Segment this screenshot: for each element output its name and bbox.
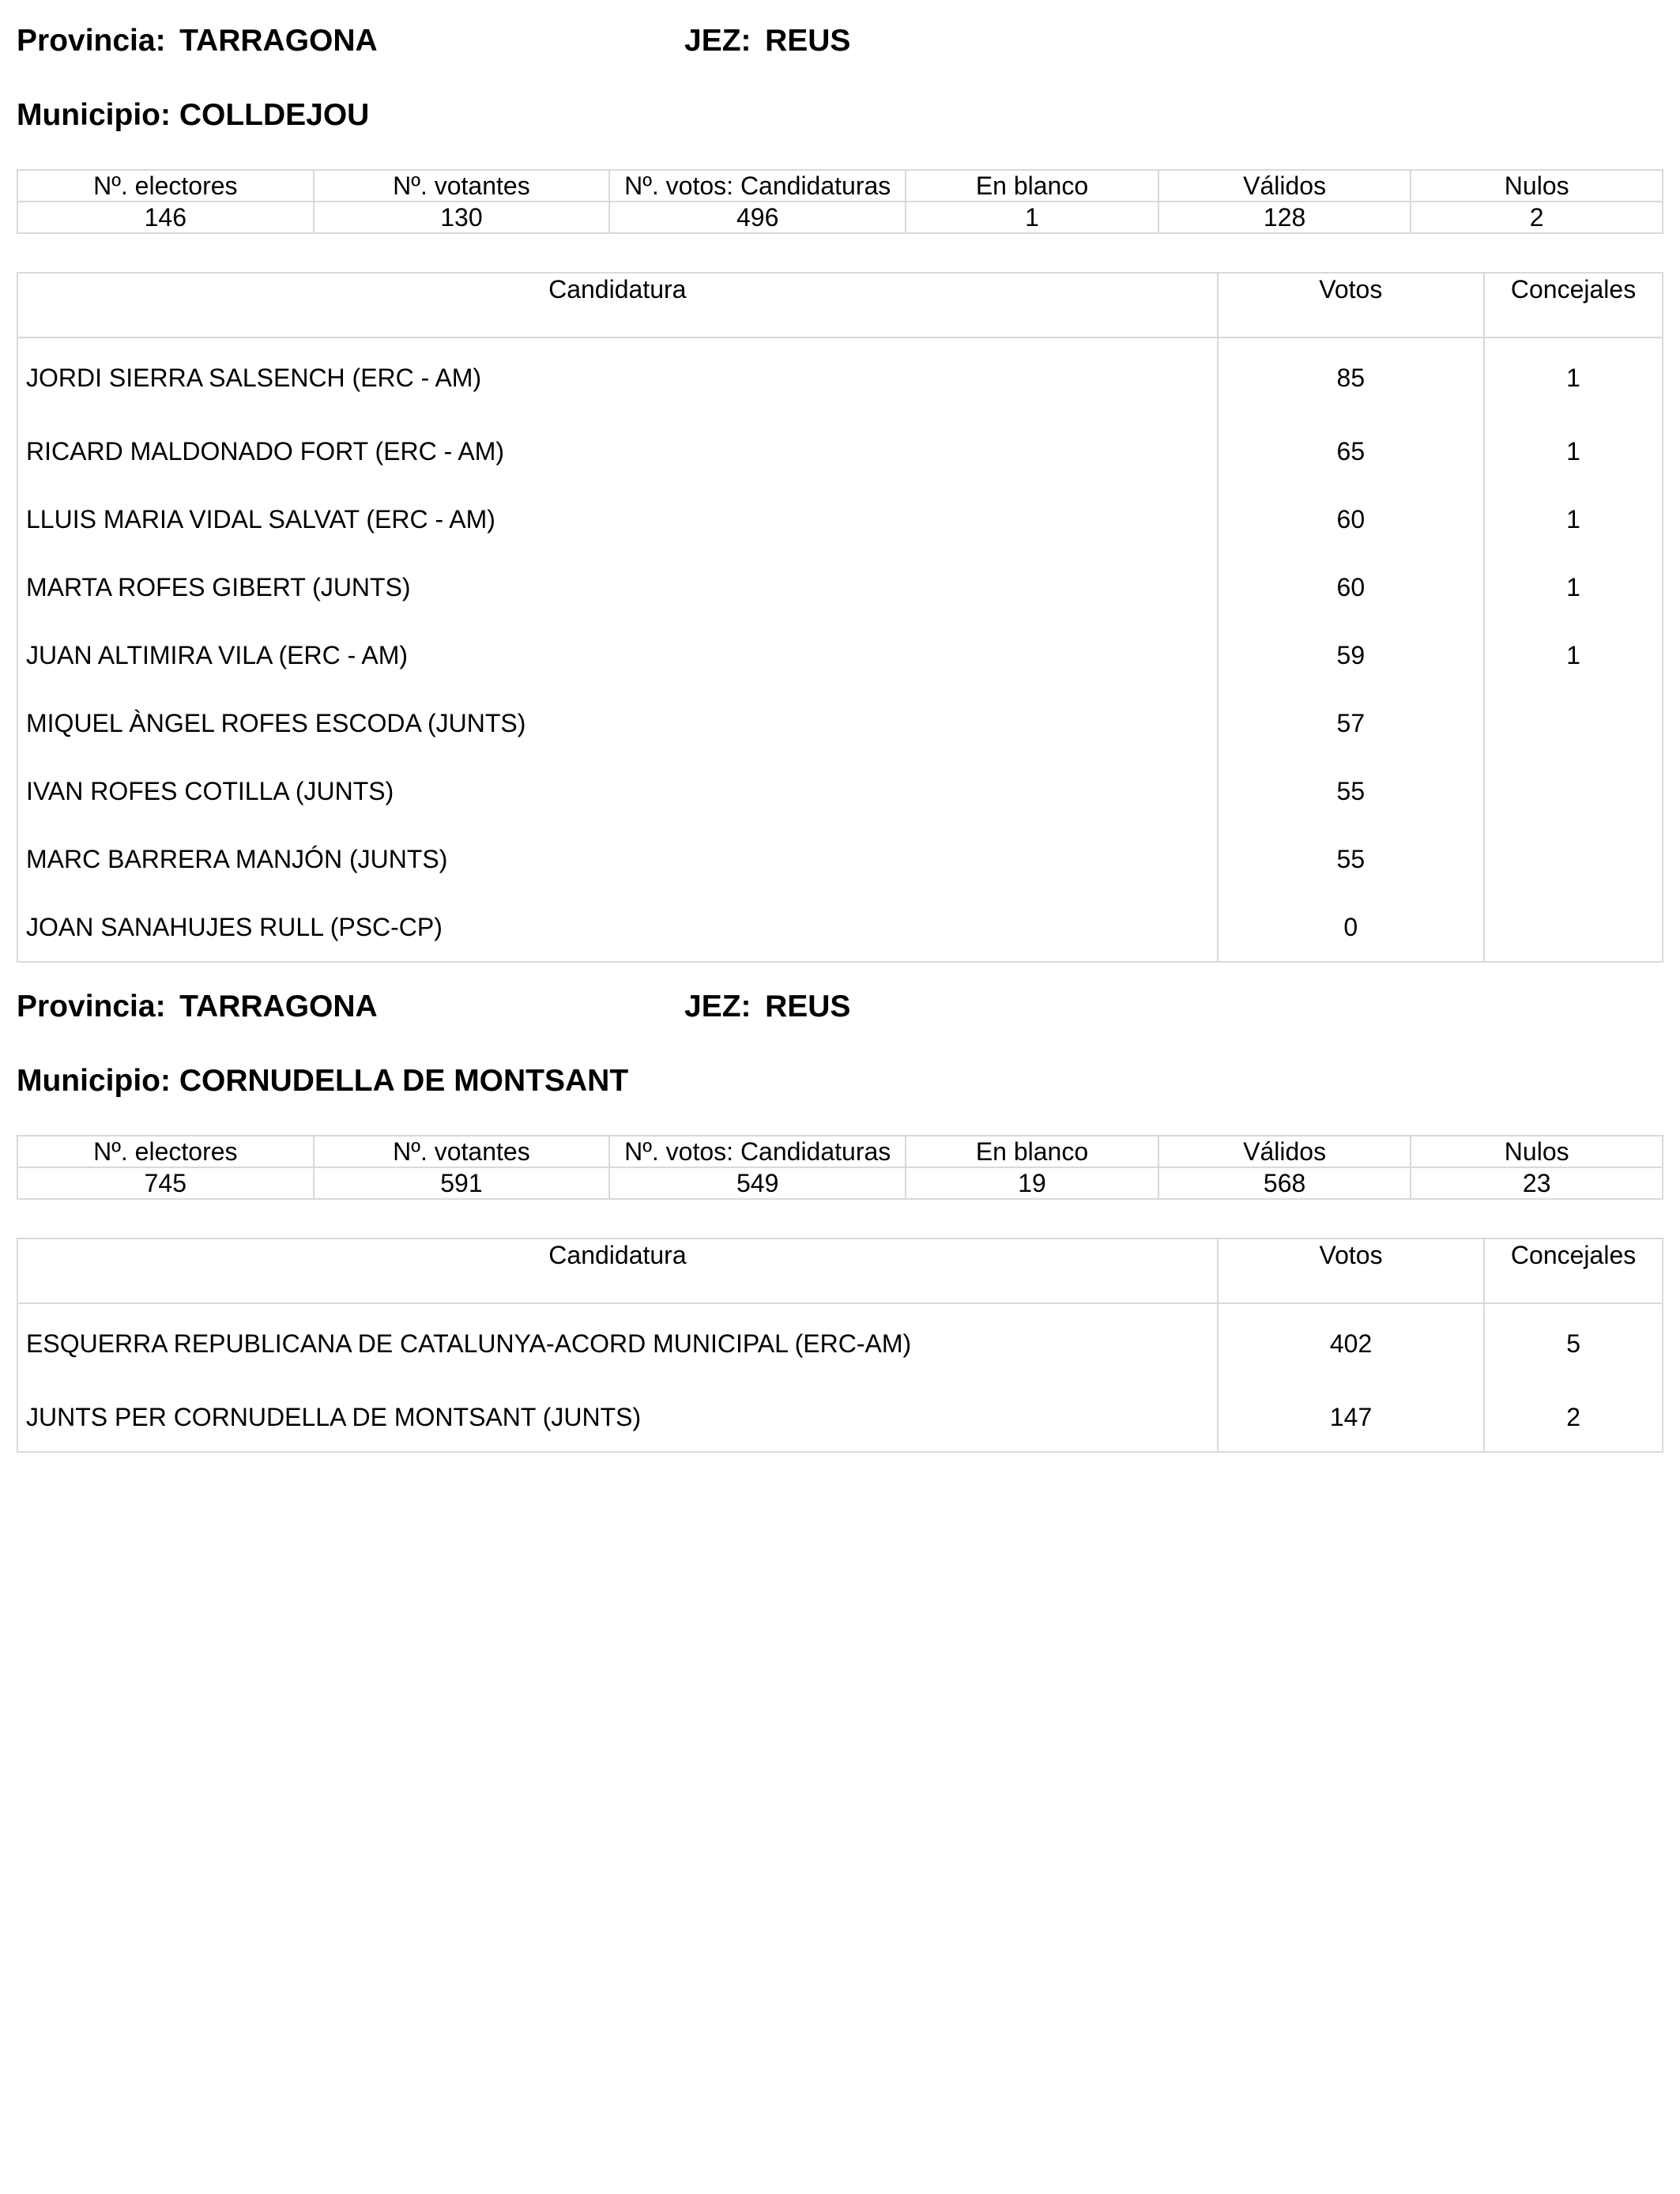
candidate-concejales: 1	[1484, 485, 1663, 553]
candidates-header-row	[17, 273, 1663, 337]
stats-header-cell: En blanco	[906, 170, 1158, 202]
stats-value-cell: 19	[906, 1167, 1158, 1199]
municipio-header	[17, 1062, 628, 1100]
provincia-header	[17, 988, 851, 1026]
candidate-votos: 65	[1218, 417, 1485, 485]
candidate-concejales: 5	[1484, 1303, 1663, 1383]
candidate-concejales	[1484, 893, 1663, 962]
candidate-name: MIQUEL ÀNGEL ROFES ESCODA (JUNTS)	[17, 689, 1218, 757]
candidate-row	[17, 825, 1663, 893]
candidate-votos: 57	[1218, 689, 1485, 757]
provincia-value: TARRAGONA	[179, 24, 378, 58]
stats-value-cell: 591	[314, 1167, 610, 1199]
candidate-concejales: 1	[1484, 417, 1663, 485]
candidate-votos: 55	[1218, 825, 1485, 893]
provincia-label: Provincia:	[17, 990, 166, 1023]
concejales-header: Concejales	[1484, 1238, 1663, 1303]
stats-value-cell: 2	[1411, 202, 1663, 233]
candidatura-header: Candidatura	[17, 273, 1218, 337]
jez-label: JEZ:	[684, 990, 751, 1023]
stats-header-cell: Nº. votantes	[314, 1136, 610, 1167]
candidate-name: JORDI SIERRA SALSENCH (ERC - AM)	[17, 337, 1218, 417]
candidate-votos: 60	[1218, 553, 1485, 621]
candidate-name: ESQUERRA REPUBLICANA DE CATALUNYA-ACORD MUNICIPAL (ERC-AM)	[17, 1303, 1218, 1383]
municipio-value: COLLDEJOU	[179, 98, 370, 132]
stats-value-cell: 146	[17, 202, 314, 233]
candidate-row	[17, 1303, 1663, 1383]
stats-header-cell: Nº. electores	[17, 170, 314, 202]
candidate-name: JUNTS PER CORNUDELLA DE MONTSANT (JUNTS)	[17, 1383, 1218, 1452]
stats-value-cell: 128	[1158, 202, 1411, 233]
candidate-concejales: 1	[1484, 621, 1663, 689]
candidate-concejales	[1484, 689, 1663, 757]
stats-value-cell: 745	[17, 1167, 314, 1199]
candidate-name: JUAN ALTIMIRA VILA (ERC - AM)	[17, 621, 1218, 689]
provincia-header	[17, 22, 851, 60]
candidate-name: LLUIS MARIA VIDAL SALVAT (ERC - AM)	[17, 485, 1218, 553]
candidate-votos: 402	[1218, 1303, 1484, 1383]
stats-value-cell: 496	[609, 202, 906, 233]
municipio-label: Municipio:	[17, 98, 171, 132]
votos-header: Votos	[1218, 1238, 1484, 1303]
candidate-name: MARTA ROFES GIBERT (JUNTS)	[17, 553, 1218, 621]
candidatura-header: Candidatura	[17, 1238, 1218, 1303]
jez-value: REUS	[765, 990, 851, 1023]
stats-value-cell: 1	[906, 202, 1158, 233]
municipio-label: Municipio:	[17, 1064, 171, 1098]
stats-table	[17, 169, 1663, 234]
jez-header	[684, 22, 850, 60]
candidates-header-row	[17, 1238, 1663, 1303]
candidate-votos: 60	[1218, 485, 1485, 553]
stats-header-row	[17, 170, 1663, 202]
candidate-votos: 85	[1218, 337, 1485, 417]
jez-value: REUS	[765, 24, 851, 58]
municipio-header	[17, 96, 369, 134]
stats-value-cell: 549	[609, 1167, 906, 1199]
jez-label: JEZ:	[684, 24, 751, 58]
candidate-concejales: 1	[1484, 553, 1663, 621]
candidate-row	[17, 757, 1663, 825]
candidate-row	[17, 893, 1663, 962]
provincia-label: Provincia:	[17, 24, 166, 58]
stats-header-row	[17, 1136, 1663, 1167]
candidate-row	[17, 621, 1663, 689]
candidate-name: RICARD MALDONADO FORT (ERC - AM)	[17, 417, 1218, 485]
municipio-value: CORNUDELLA DE MONTSANT	[179, 1064, 629, 1098]
jez-header	[684, 988, 850, 1026]
candidate-row	[17, 417, 1663, 485]
candidate-name: JOAN SANAHUJES RULL (PSC-CP)	[17, 893, 1218, 962]
candidate-concejales	[1484, 825, 1663, 893]
candidate-row	[17, 1383, 1663, 1452]
candidate-votos: 55	[1218, 757, 1485, 825]
candidate-concejales	[1484, 757, 1663, 825]
concejales-header: Concejales	[1484, 273, 1663, 337]
stats-value-cell: 23	[1411, 1167, 1663, 1199]
stats-header-cell: Nº. votos: Candidaturas	[609, 1136, 906, 1167]
candidate-concejales: 1	[1484, 337, 1663, 417]
stats-header-cell: Nulos	[1411, 170, 1663, 202]
candidate-votos: 59	[1218, 621, 1485, 689]
stats-header-cell: Nº. electores	[17, 1136, 314, 1167]
candidate-row	[17, 485, 1663, 553]
stats-header-cell: Válidos	[1158, 170, 1411, 202]
candidate-concejales: 2	[1484, 1383, 1663, 1452]
stats-value-row	[17, 1167, 1663, 1199]
stats-value-cell: 568	[1158, 1167, 1411, 1199]
candidate-name: MARC BARRERA MANJÓN (JUNTS)	[17, 825, 1218, 893]
candidates-table	[17, 272, 1663, 963]
candidate-row	[17, 689, 1663, 757]
provincia-value: TARRAGONA	[179, 990, 378, 1023]
stats-value-row	[17, 202, 1663, 233]
stats-table	[17, 1135, 1663, 1200]
candidate-row	[17, 337, 1663, 417]
candidate-name: IVAN ROFES COTILLA (JUNTS)	[17, 757, 1218, 825]
stats-header-cell: Nulos	[1411, 1136, 1663, 1167]
candidate-votos: 0	[1218, 893, 1485, 962]
stats-header-cell: Válidos	[1158, 1136, 1411, 1167]
stats-value-cell: 130	[314, 202, 610, 233]
candidates-table	[17, 1238, 1663, 1453]
stats-header-cell: Nº. votos: Candidaturas	[609, 170, 906, 202]
stats-header-cell: En blanco	[906, 1136, 1158, 1167]
votos-header: Votos	[1218, 273, 1485, 337]
stats-header-cell: Nº. votantes	[314, 170, 610, 202]
candidate-row	[17, 553, 1663, 621]
candidate-votos: 147	[1218, 1383, 1484, 1452]
